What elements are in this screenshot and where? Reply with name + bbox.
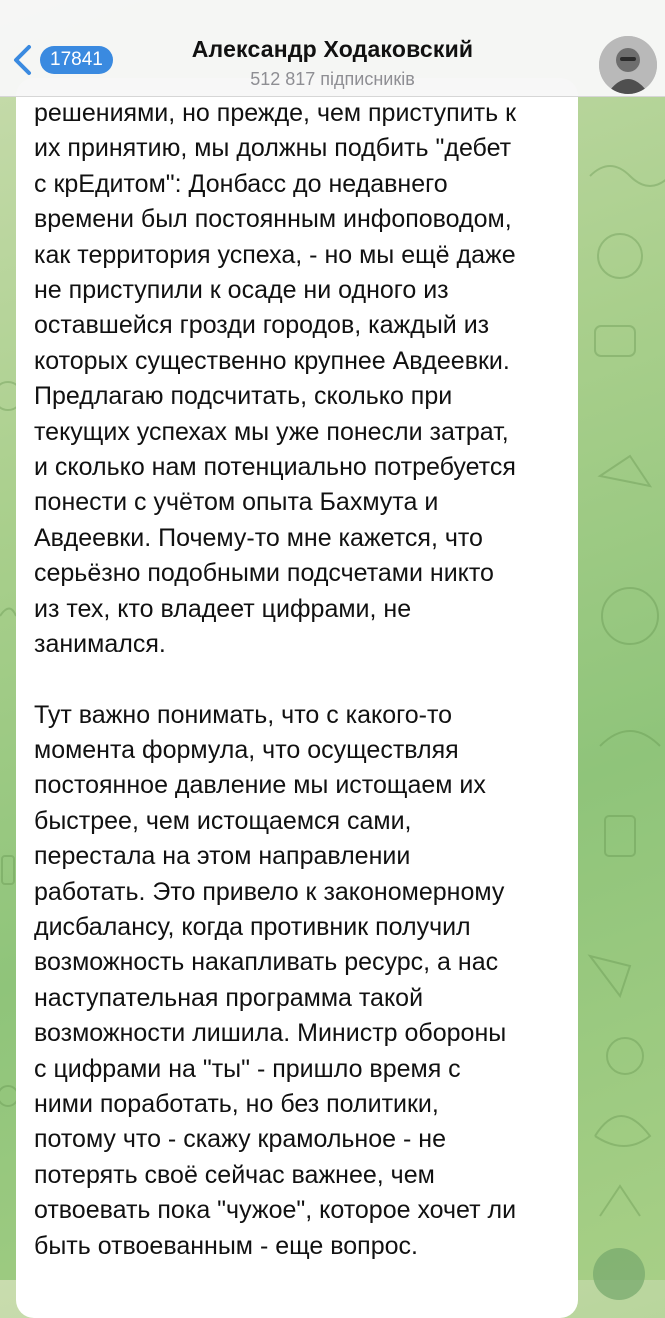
message-bubble [16,78,578,1318]
scroll-down-button[interactable] [593,1248,645,1300]
avatar-photo-icon [599,36,657,94]
chat-header [0,0,665,97]
channel-title[interactable]: Александр Ходаковский [191,36,474,62]
message-paragraph-2: Тут важно понимать, что с какого-то момента формула, что осуществляя постоянное давление мы истощаем их быстрее, чем истощаемся сами, перестала на этом направлении работать. Это привело к закономерному дисбалансу, когда противник получил возможность накапливать ресурс, а нас наступательная программа такой возможности лишила. Министр обороны с цифрами на "ты" - пришло время с ними поработать, но без политики, потому что - скажу крамольное - не потерять своё сейчас важнее, чем отвоевать пока "чужое", которое хочет ли быть отвоеванным - еще вопрос. [34,700,517,1260]
unread-count-badge[interactable]: 17841 [40,46,113,74]
channel-info[interactable] [0,36,665,90]
message-paragraph-1: решениями, но прежде, чем приступить к их принятию, мы должны подбить "дебет с крЕдитом": Донбасс до недавнего времени был постоянным инфоповодом, как территория успеха, - но мы ещё даже не приступили к осаде ни одного из оставшейся грозди городов, каждый из которых существенно крупнее Авдеевки. Предлагаю подсчитать, сколько при текущих успехах мы уже понесли затрат, и сколько нам потенциально потребуется понести с учётом опыта Бахмута и Авдеевки. Почему-то мне кажется, что серьёзно подобными подсчетами никто из тех, кто владеет цифрами, не занимался. [34,99,517,659]
channel-avatar[interactable] [599,36,657,94]
subscriber-count: 512 817 підписників [250,69,415,89]
